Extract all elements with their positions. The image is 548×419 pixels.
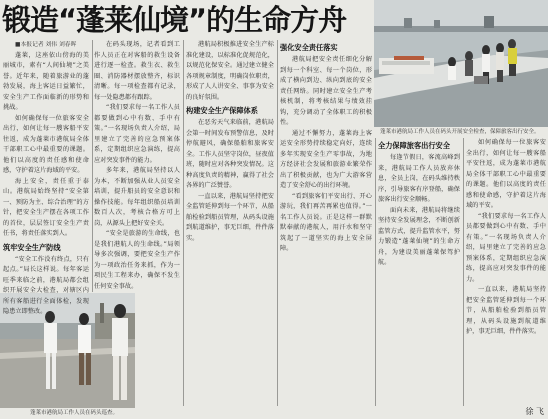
column-divider xyxy=(277,40,278,406)
headline: 锻造“蓬莱仙境”的生命方舟 xyxy=(2,3,347,37)
subhead: 全力保障旅客出行安全 xyxy=(378,141,450,150)
subhead: 构建安全生产保障体系 xyxy=(186,106,258,115)
paragraph: “看到旅客们平安出行、开心游玩，我们再苦再累也值得。”一名工作人员说。正是这样一群默默奉献的港航人，用汗水和坚守筑起了一道坚实的海上安全屏障。 xyxy=(280,192,372,252)
paragraph: 通过不懈努力，蓬莱海上客运安全形势持续稳定向好，连续多年实现安全生产零事故，为地方经济社会发展和旅游业繁荣作出了积极贡献，也为广大游客营造了安全舒心的出行环境。 xyxy=(280,129,372,189)
column-divider xyxy=(463,138,464,406)
pier-photo-caption: 蓬莱市港航局工作人员在码头开展安全检查，保障旅客出行安全。 xyxy=(380,129,540,135)
pier-photo-illustration xyxy=(374,0,548,127)
paragraph: 一直以来，港航局坚持把安全监管延伸到每一个环节，从船舶检验到船员管理，从码头设施到航道维护，事无巨细，件件落实。 xyxy=(466,286,546,335)
pier-photo xyxy=(374,0,548,127)
subhead: 筑牢安全生产防线 xyxy=(3,242,61,252)
subhead: 强化安全责任落实 xyxy=(280,43,338,52)
paragraph: 海上安全，责任重于泰山。港航局始终坚持“安全第一、预防为主、综合治理”的方针，把安全生产摆在各项工作的首位，层层签订安全生产责任书，将责任落实到人。 xyxy=(3,177,89,237)
paragraph: 多年来，港航局坚持以人为本，不断加强从业人员安全培训，提升船员的安全意识和操作技能。每年组织船员培训数百人次，考核合格方可上岗，从源头上把好安全关。 xyxy=(94,167,180,227)
paragraph: 在码头现场，记者看到工作人员正在对客船的救生设备进行逐一检查。救生衣、救生圈、消防器材摆放整齐，标识清晰。每一项检查都有记录，每一处隐患都有跟踪。 xyxy=(94,41,180,101)
paragraph: 蓬莱，这座依山傍海的美丽城市，素有“人间仙境”之美誉。近年来，随着旅游业的蓬勃发展，海上客运日益繁忙，安全生产工作面临新的形势和挑战。 xyxy=(3,51,89,111)
column-3 xyxy=(186,40,274,406)
author-sign: 徐 飞 xyxy=(525,407,544,416)
paragraph: “我们要求每一名工作人员都要做到心中有数、手中有策。”一名现场负责人介绍，局里建立了完善的应急预案体系，定期组织应急演练，提高应对突发事件的能力。 xyxy=(466,212,546,283)
paragraph: “我们要求每一名工作人员都要做到心中有数、手中有策。”一名现场负责人介绍，局里建立了完善的应急预案体系，定期组织应急演练，提高应对突发事件的能力。 xyxy=(94,104,180,164)
paragraph: “安全工作没有终点，只有起点。”局长这样说。每年客运旺季来临之前，港航局都会组织开展安全大检查，对辖区内所有客船进行全面体检，发现隐患立即整改。 xyxy=(3,255,89,315)
paragraph: “安全是旅游的生命线，也是我们港航人的生命线。”局领导多次强调，要把安全生产作为一项政治任务来抓，作为一项民生工程来办，确保不发生任何安全事故。 xyxy=(94,230,180,290)
staff-photo-caption: 蓬莱市港航局工作人员在码头巡查。 xyxy=(30,410,119,416)
paragraph: 如何确保每一位旅客安全出行，如何让每一艘客船平安往返，成为蓬莱市港航局全体干部职工心中最重要的课题。他们以高度的责任感和使命感，守护着这片海域的平安。 xyxy=(466,139,546,209)
column-6 xyxy=(466,138,546,400)
paragraph: 如何确保每一位旅客安全出行，如何让每一艘客船平安往返，成为蓬莱市港航局全体干部职工心中最重要的课题。他们以高度的责任感和使命感，守护着这片海域的平安。 xyxy=(3,114,89,174)
paragraph: 每逢节假日，客流高峰到来，港航局工作人员放弃休息，全员上岗，在码头维持秩序，引导旅客有序登船，确保旅客出行安全顺畅。 xyxy=(378,154,460,203)
paragraph: 在恶劣天气来临前，港航局会第一时间发布预警信息，及时停航避风，确保船舶和旅客安全。工作人员坚守岗位，昼夜值班，随时应对各种突发情况。这种高度负责的精神，赢得了社会各界的广泛赞誉。 xyxy=(186,119,274,189)
column-2 xyxy=(94,40,180,406)
paragraph: 港航局积极推进安全生产标准化建设，以标准化促规范化，以规范化保安全。通过建立健全各项规章制度，明确岗位职责，形成了人人讲安全、事事为安全的良好氛围。 xyxy=(186,41,274,101)
byline: ■本报记者 刘伟 刘春晖 xyxy=(15,42,77,48)
paragraph: 港航局把安全责任细化分解到每一个科室、每一个岗位，形成了横向到边、纵向到底的安全责任网络。同时建立安全生产考核机制，将考核结果与绩效挂钩，充分调动了全体职工的积极性。 xyxy=(280,56,372,126)
column-divider xyxy=(92,40,93,292)
column-divider xyxy=(375,138,376,406)
paragraph: 面向未来，港航局将继续坚持安全发展理念，不断创新监管方式，提升监管水平，努力锻造“蓬莱仙境”的生命方舟，为建设美丽蓬莱保驾护航。 xyxy=(378,206,460,266)
column-1 xyxy=(3,40,89,315)
column-divider xyxy=(183,40,184,406)
column-5 xyxy=(378,138,460,406)
paragraph: 一直以来，港航局坚持把安全监管延伸到每一个环节，从船舶检验到船员管理，从码头设施到航道维护，事无巨细，件件落实。 xyxy=(186,192,274,242)
column-4 xyxy=(280,40,372,406)
